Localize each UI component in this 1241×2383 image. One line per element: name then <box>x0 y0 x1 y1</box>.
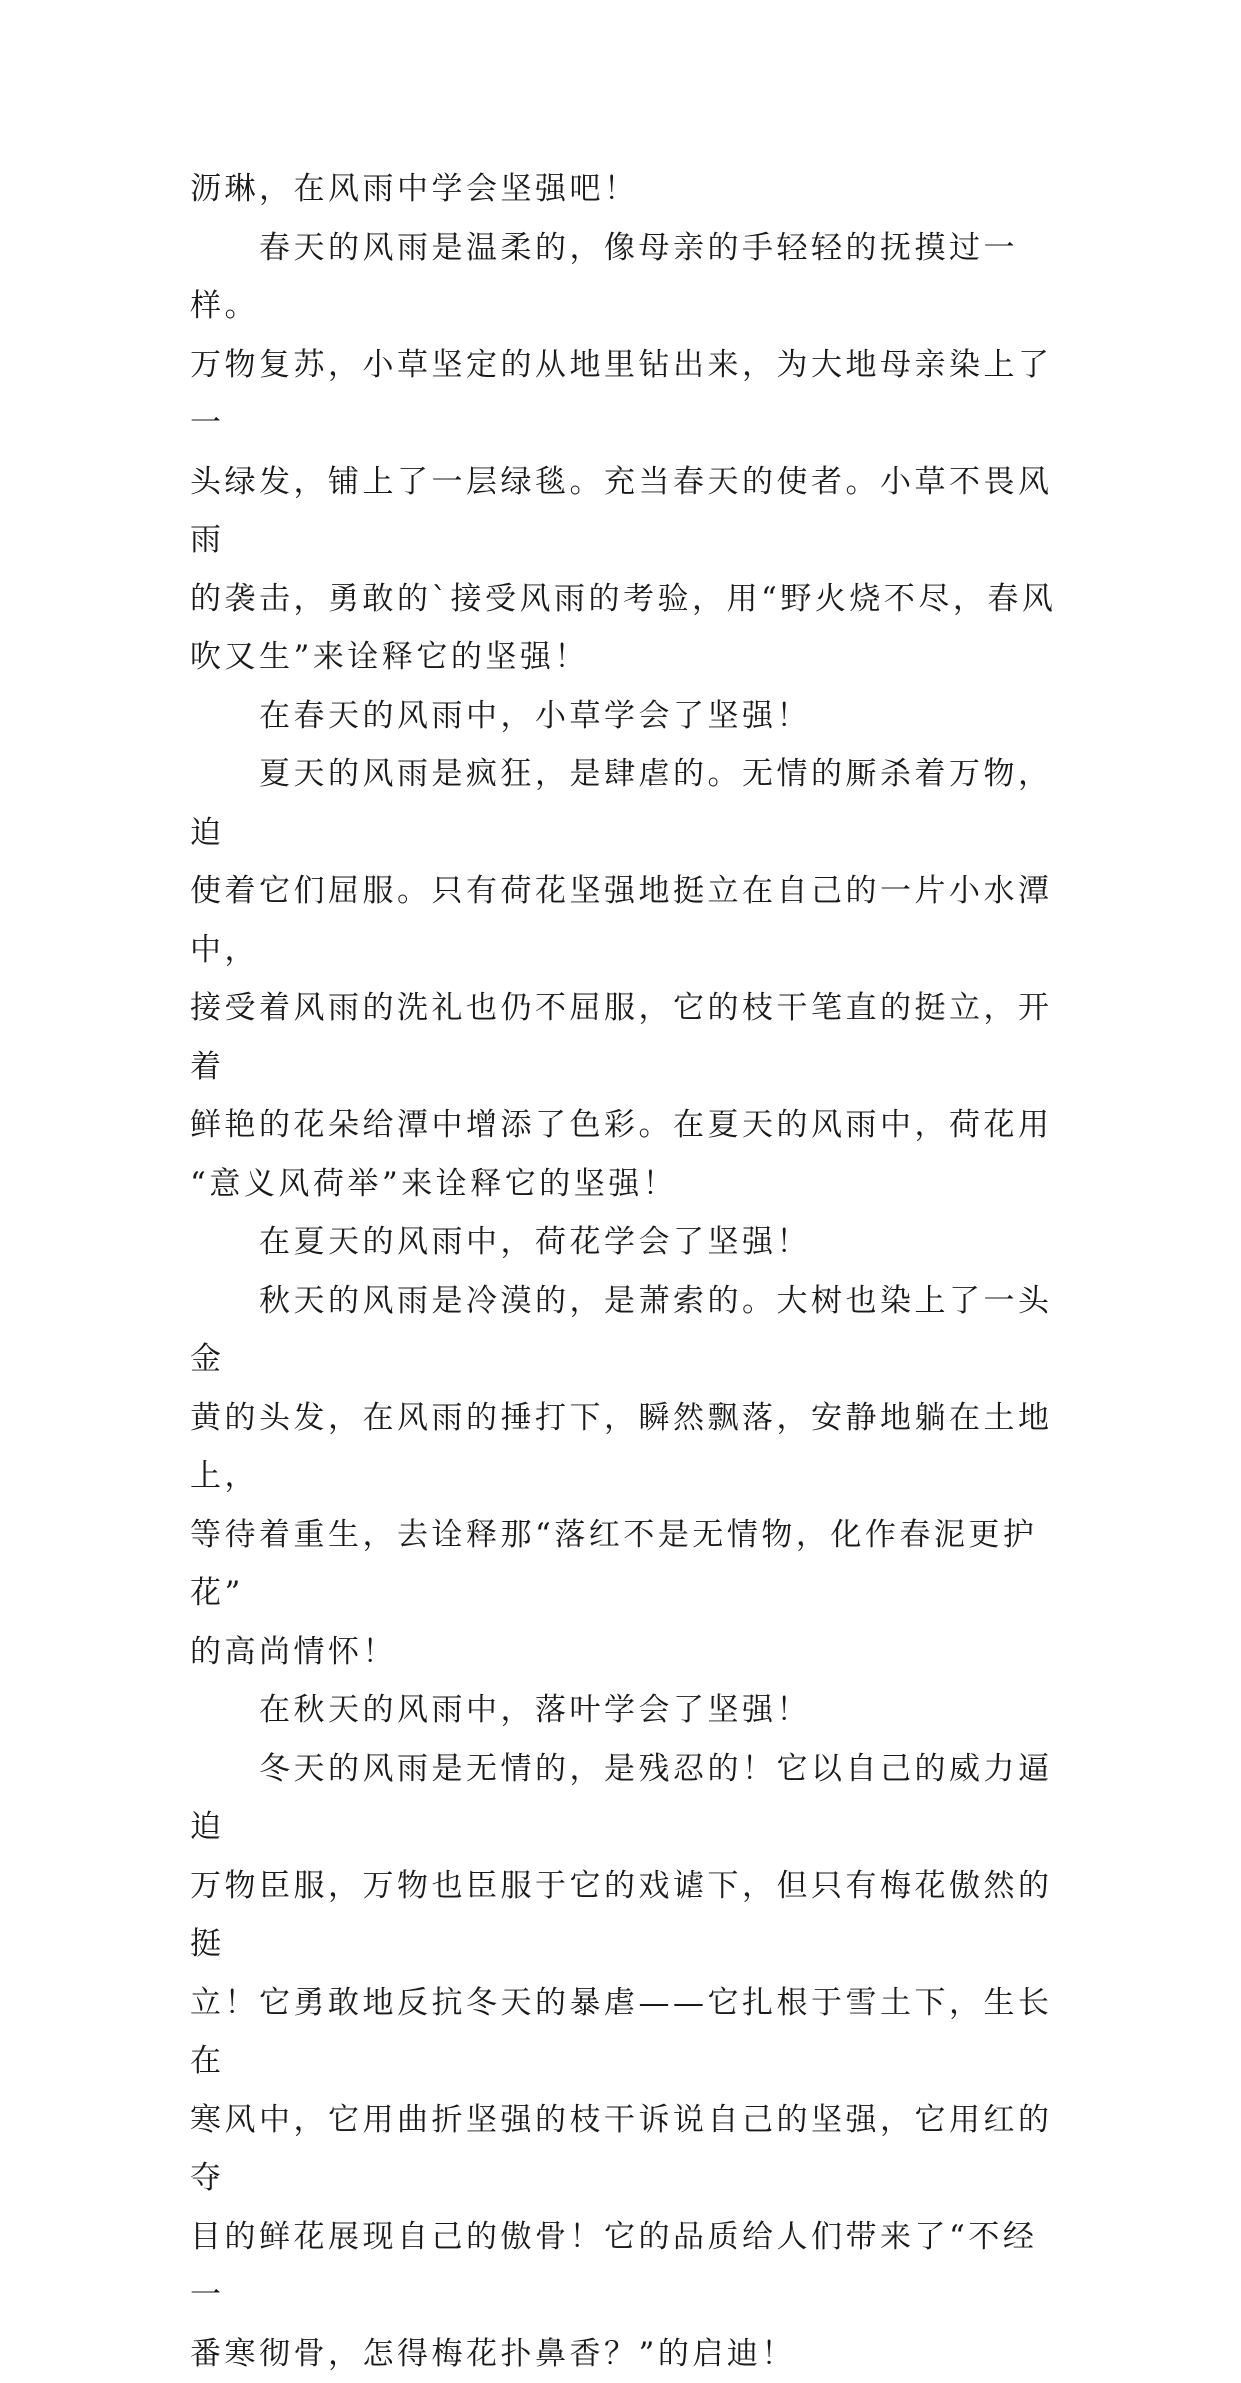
text-line: 在春天的风雨中，小草学会了坚强！ <box>190 687 1070 746</box>
text-line: 在夏天的风雨中，荷花学会了坚强！ <box>190 1213 1070 1272</box>
text-line: 沥琳，在风雨中学会坚强吧！ <box>190 160 1070 219</box>
essay-text <box>190 160 1070 2383</box>
text-line: 在秋天的风雨中，落叶学会了坚强！ <box>190 1681 1070 1740</box>
text-line: “意义风荷举”来诠释它的坚强！ <box>190 1155 1070 1214</box>
text-line: 的袭击，勇敢的`接受风雨的考验，用“野火烧不尽，春风 <box>190 570 1070 629</box>
text-line: 使着它们屈服。只有荷花坚强地挺立在自己的一片小水潭中， <box>190 862 1070 979</box>
text-line: 等待着重生，去诠释那“落红不是无情物，化作春泥更护花” <box>190 1506 1070 1623</box>
text-line: 的高尚情怀！ <box>190 1623 1070 1682</box>
text-line: 立！它勇敢地反抗冬天的暴虐——它扎根于雪土下，生长在 <box>190 1974 1070 2091</box>
text-line: 万物复苏，小草坚定的从地里钻出来，为大地母亲染上了一 <box>190 336 1070 453</box>
text-line: 接受着风雨的洗礼也仍不屈服，它的枝干笔直的挺立，开着 <box>190 979 1070 1096</box>
text-line: 目的鲜花展现自己的傲骨！它的品质给人们带来了“不经一 <box>190 2208 1070 2325</box>
text-line: 冬天的风雨是无情的，是残忍的！它以自己的威力逼迫 <box>190 1740 1070 1857</box>
text-line: 春天的风雨是温柔的，像母亲的手轻轻的抚摸过一样。 <box>190 219 1070 336</box>
text-line: 夏天的风雨是疯狂，是肆虐的。无情的厮杀着万物，迫 <box>190 745 1070 862</box>
text-line: 番寒彻骨，怎得梅花扑鼻香？”的启迪！ <box>190 2325 1070 2383</box>
text-line: 万物臣服，万物也臣服于它的戏谑下，但只有梅花傲然的挺 <box>190 1857 1070 1974</box>
text-line: 秋天的风雨是冷漠的，是萧索的。大树也染上了一头金 <box>190 1272 1070 1389</box>
text-line: 黄的头发，在风雨的捶打下，瞬然飘落，安静地躺在土地上， <box>190 1389 1070 1506</box>
text-line: 吹又生”来诠释它的坚强！ <box>190 628 1070 687</box>
text-line: 头绿发，铺上了一层绿毯。充当春天的使者。小草不畏风雨 <box>190 453 1070 570</box>
text-line: 寒风中，它用曲折坚强的枝干诉说自己的坚强，它用红的夺 <box>190 2091 1070 2208</box>
text-line: 鲜艳的花朵给潭中增添了色彩。在夏天的风雨中，荷花用 <box>190 1096 1070 1155</box>
